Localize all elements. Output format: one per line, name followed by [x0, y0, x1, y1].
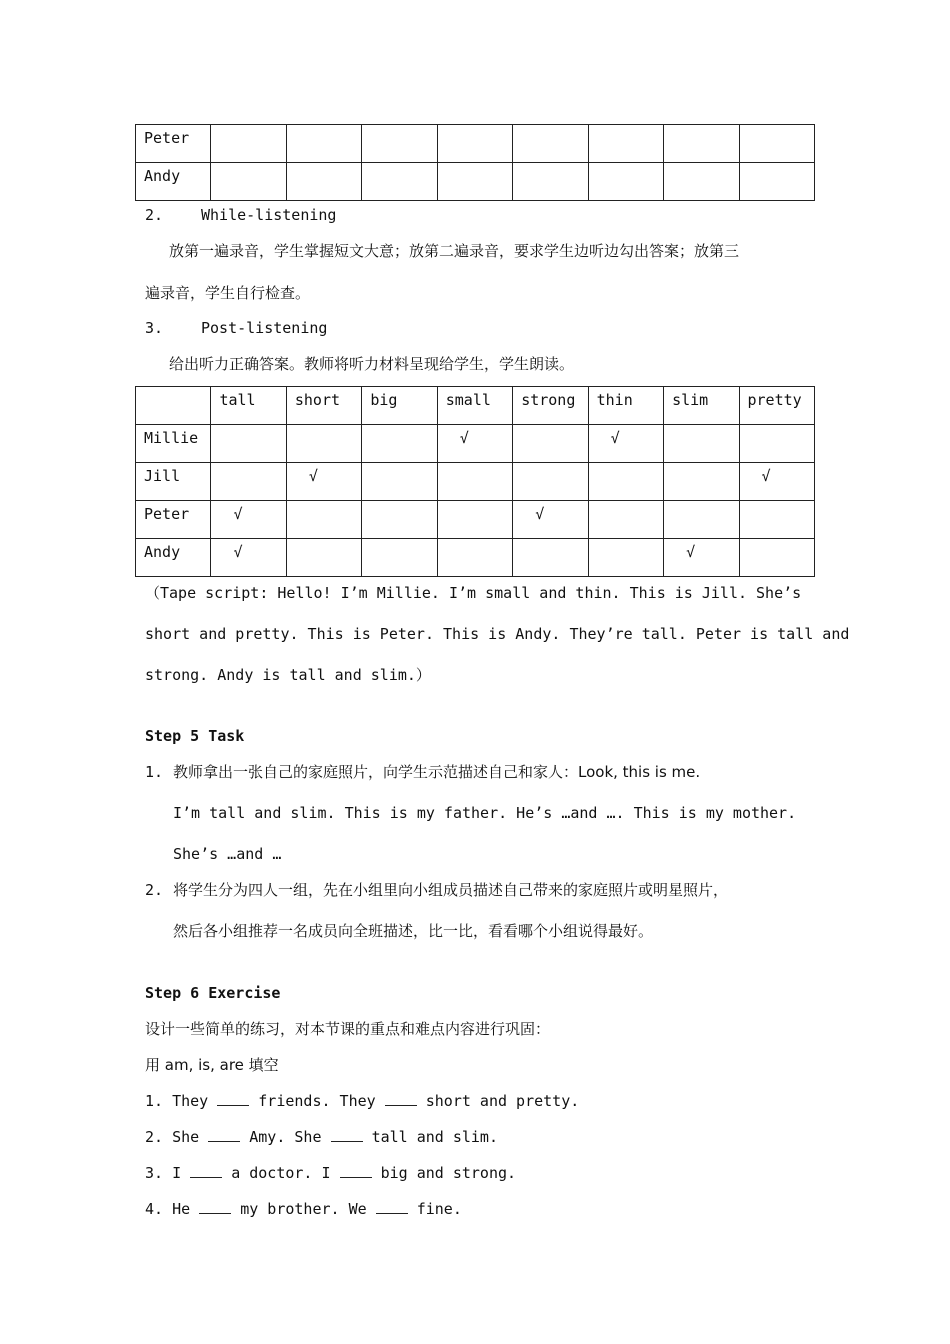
section-number: 3.: [145, 319, 164, 337]
check-cell: [437, 539, 512, 577]
paragraph-line: 给出听力正确答案。教师将听力材料呈现给学生，学生朗读。: [169, 355, 575, 373]
table-row: [136, 539, 815, 577]
table-row: [136, 463, 815, 501]
answer-blank[interactable]: [208, 1127, 240, 1142]
table-row: [136, 501, 815, 539]
exercise-text: tall and slim.: [371, 1128, 498, 1146]
check-cell: [211, 425, 286, 463]
step5-heading: Step 5 Task: [145, 727, 245, 745]
exercise-text: friends. They: [258, 1092, 376, 1110]
exercise-number: 2.: [145, 1128, 164, 1146]
header-cell: pretty: [739, 387, 815, 425]
exercise-text: a doctor. I: [231, 1164, 331, 1182]
answer-blank[interactable]: [199, 1199, 231, 1214]
check-cell: [211, 463, 286, 501]
exercise-item: [145, 1091, 579, 1111]
check-cell: [437, 463, 512, 501]
check-cell: [513, 425, 588, 463]
exercise-text: She: [172, 1128, 200, 1146]
table-header-row: [136, 387, 815, 425]
list-number: 2.: [145, 881, 164, 899]
section-heading-post-listening: [145, 318, 328, 338]
table-cell: [664, 125, 739, 163]
check-cell: [664, 463, 739, 501]
row-label: Millie: [136, 425, 211, 463]
section-title: Post-listening: [201, 319, 328, 337]
check-cell: [513, 539, 588, 577]
answer-blank[interactable]: [331, 1127, 363, 1142]
exercise-text: Amy. She: [249, 1128, 322, 1146]
check-cell: √: [211, 501, 286, 539]
section-title: While-listening: [201, 206, 337, 224]
row-label: Jill: [136, 463, 211, 501]
tape-script-line: strong. Andy is tall and slim.）: [145, 666, 431, 684]
check-cell: [588, 501, 663, 539]
exercise-text: my brother. We: [240, 1200, 367, 1218]
table-cell: [739, 125, 815, 163]
check-cell: [588, 539, 663, 577]
table-row: [136, 163, 815, 201]
list-item-line: 将学生分为四人一组，先在小组里向小组成员描述自己带来的家庭照片或明星照片，: [173, 881, 729, 899]
table-cell: [437, 125, 512, 163]
check-cell: √: [286, 463, 361, 501]
exercise-text: I: [172, 1164, 182, 1182]
row-label: Andy: [136, 163, 211, 201]
header-cell: [136, 387, 211, 425]
section-heading-while-listening: [145, 205, 337, 225]
table-cell: [588, 163, 663, 201]
step6-heading: Step 6 Exercise: [145, 984, 281, 1002]
answer-blank[interactable]: [376, 1199, 408, 1214]
row-label: Peter: [136, 125, 211, 163]
row-label: Andy: [136, 539, 211, 577]
table-cell: [513, 125, 588, 163]
table-row: [136, 425, 815, 463]
section-number: 2.: [145, 206, 164, 224]
answer-blank[interactable]: [217, 1091, 249, 1106]
paragraph-line: 遍录音，学生自行检查。: [145, 284, 311, 302]
check-cell: √: [664, 539, 739, 577]
table-cell: [664, 163, 739, 201]
exercise-item: [145, 1199, 462, 1219]
check-cell: √: [739, 463, 815, 501]
check-cell: [286, 425, 361, 463]
top-table: [135, 124, 815, 201]
check-cell: [513, 463, 588, 501]
table-cell: [211, 163, 286, 201]
header-cell: strong: [513, 387, 588, 425]
header-cell: big: [362, 387, 437, 425]
check-cell: √: [437, 425, 512, 463]
answer-table: [135, 386, 815, 577]
check-cell: [739, 501, 815, 539]
header-cell: slim: [664, 387, 739, 425]
check-cell: [362, 425, 437, 463]
tape-script-line: （Tape script: Hello! I’m Millie. I’m small and thin. This is Jill. She’s: [145, 584, 802, 602]
check-cell: [437, 501, 512, 539]
paragraph-line: 放第一遍录音，学生掌握短文大意；放第二遍录音，要求学生边听边勾出答案；放第三: [169, 242, 740, 260]
check-cell: [286, 501, 361, 539]
header-cell: short: [286, 387, 361, 425]
exercise-text: short and pretty.: [425, 1092, 580, 1110]
tape-script-line: short and pretty. This is Peter. This is Andy. They’re tall. Peter is tall and: [145, 625, 850, 643]
table-cell: [211, 125, 286, 163]
exercise-item: [145, 1127, 498, 1147]
check-cell: √: [588, 425, 663, 463]
exercise-text: He: [172, 1200, 191, 1218]
check-cell: [664, 501, 739, 539]
table-cell: [362, 125, 437, 163]
check-cell: [362, 501, 437, 539]
exercise-number: 4.: [145, 1200, 164, 1218]
check-cell: [362, 463, 437, 501]
check-cell: √: [211, 539, 286, 577]
table-cell: [437, 163, 512, 201]
check-cell: [739, 425, 815, 463]
exercise-instruction: 用 am, is, are 填空: [145, 1056, 279, 1074]
table-row: [136, 125, 815, 163]
check-cell: [286, 539, 361, 577]
table-cell: [513, 163, 588, 201]
header-cell: small: [437, 387, 512, 425]
list-item-line: 然后各小组推荐一名成员向全班描述，比一比，看看哪个小组说得最好。: [173, 922, 654, 940]
exercise-text: fine.: [416, 1200, 462, 1218]
list-item-line: She’s …and …: [173, 845, 282, 863]
check-cell: [362, 539, 437, 577]
list-item-line: I’m tall and slim. This is my father. He’s …and …. This is my mother.: [173, 804, 797, 822]
check-cell: [664, 425, 739, 463]
answer-blank[interactable]: [385, 1091, 417, 1106]
answer-blank[interactable]: [340, 1163, 372, 1178]
list-item-line: 教师拿出一张自己的家庭照片，向学生示范描述自己和家人：Look, this is me.: [173, 763, 701, 781]
table-cell: [588, 125, 663, 163]
exercise-number: 1.: [145, 1092, 164, 1110]
row-label: Peter: [136, 501, 211, 539]
check-cell: √: [513, 501, 588, 539]
table-cell: [362, 163, 437, 201]
exercise-text: big and strong.: [380, 1164, 517, 1182]
exercise-text: They: [172, 1092, 209, 1110]
table-cell: [286, 125, 361, 163]
header-cell: thin: [588, 387, 663, 425]
check-cell: [588, 463, 663, 501]
answer-blank[interactable]: [190, 1163, 222, 1178]
list-number: 1.: [145, 763, 164, 781]
header-cell: tall: [211, 387, 286, 425]
exercise-item: [145, 1163, 516, 1183]
paragraph-line: 设计一些简单的练习，对本节课的重点和难点内容进行巩固：: [145, 1020, 551, 1038]
exercise-number: 3.: [145, 1164, 164, 1182]
table-cell: [286, 163, 361, 201]
check-cell: [739, 539, 815, 577]
table-cell: [739, 163, 815, 201]
